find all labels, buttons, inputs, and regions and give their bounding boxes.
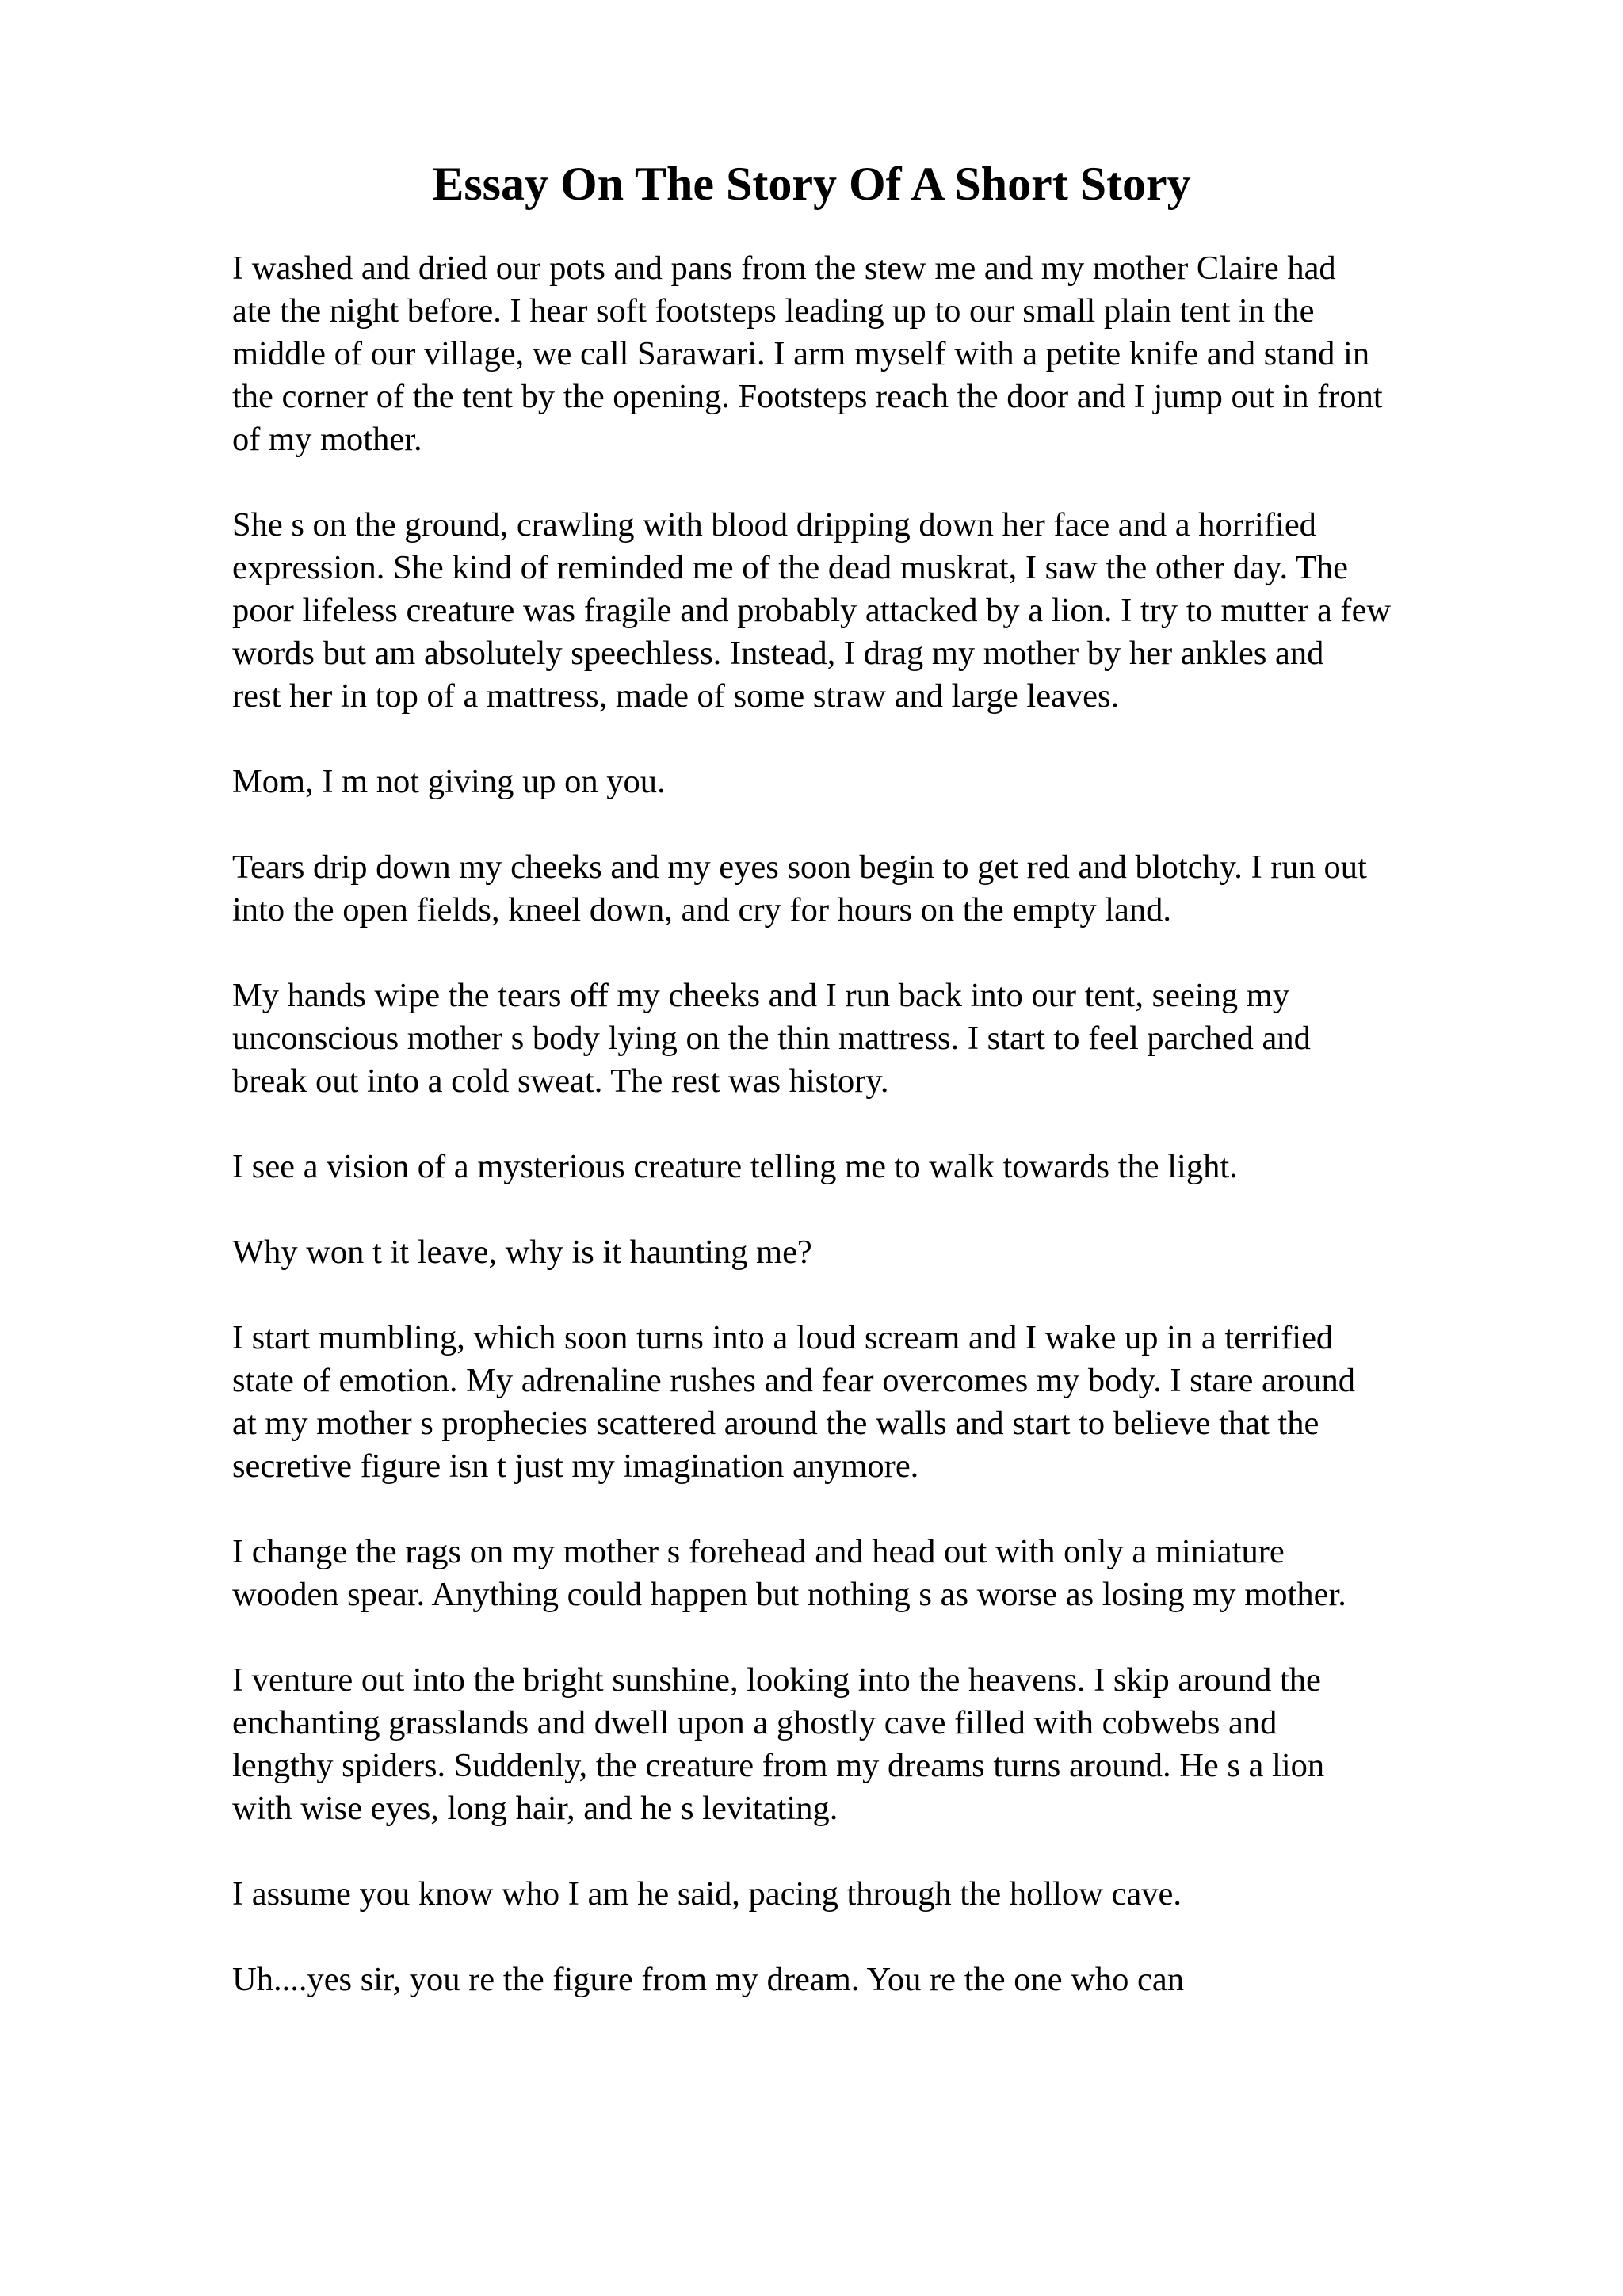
paragraph <box>232 504 1532 718</box>
paragraph-line: the corner of the tent by the opening. Footsteps reach the door and I jump out in front <box>232 378 1383 415</box>
paragraph-line: unconscious mother s body lying on the thin mattress. I start to feel parched and <box>232 1020 1311 1057</box>
paragraph-line: I change the rags on my mother s forehead and head out with only a miniature <box>232 1533 1285 1570</box>
paragraph-line: wooden spear. Anything could happen but nothing s as worse as losing my mother. <box>232 1576 1346 1613</box>
paragraph-line: enchanting grasslands and dwell upon a ghostly cave filled with cobwebs and <box>232 1704 1277 1741</box>
paragraph <box>232 1231 1532 1274</box>
paragraph <box>232 1146 1532 1188</box>
paragraph <box>232 1873 1532 1916</box>
paragraph-line: words but am absolutely speechless. Instead, I drag my mother by her ankles and <box>232 635 1324 672</box>
paragraph-line: Mom, I m not giving up on you. <box>232 763 666 800</box>
paragraph-line: poor lifeless creature was fragile and probably attacked by a lion. I try to mutter a few <box>232 592 1392 629</box>
paragraph-line: of my mother. <box>232 421 422 458</box>
paragraph-line: Tears drip down my cheeks and my eyes soon begin to get red and blotchy. I run out <box>232 849 1367 886</box>
paragraph-line: expression. She kind of reminded me of the dead muskrat, I saw the other day. The <box>232 549 1349 586</box>
paragraph <box>232 1531 1532 1616</box>
document-title: Essay On The Story Of A Short Story <box>432 158 1191 210</box>
paragraph <box>232 846 1532 932</box>
paragraph-line: I washed and dried our pots and pans from the stew me and my mother Claire had <box>232 250 1336 287</box>
paragraph-line: I start mumbling, which soon turns into a loud scream and I wake up in a terrified <box>232 1319 1334 1356</box>
paragraph-line: I see a vision of a mysterious creature telling me to walk towards the light. <box>232 1148 1238 1185</box>
paragraph-line: with wise eyes, long hair, and he s levitating. <box>232 1790 838 1827</box>
paragraph-line: ate the night before. I hear soft footsteps leading up to our small plain tent in the <box>232 292 1315 330</box>
paragraph-line: into the open fields, kneel down, and cry for hours on the empty land. <box>232 891 1171 929</box>
paragraph-line: Uh....yes sir, you re the figure from my dream. You re the one who can <box>232 1961 1184 1998</box>
paragraph-line: My hands wipe the tears off my cheeks and I run back into our tent, seeing my <box>232 977 1290 1014</box>
paragraph-line: at my mother s prophecies scattered around the walls and start to believe that the <box>232 1405 1319 1442</box>
paragraph-line: I assume you know who I am he said, pacing through the hollow cave. <box>232 1875 1182 1913</box>
paragraph-line: I venture out into the bright sunshine, looking into the heavens. I skip around the <box>232 1661 1321 1699</box>
paragraph <box>232 1659 1532 1830</box>
paragraph <box>232 974 1532 1103</box>
paragraph-line: She s on the ground, crawling with blood dripping down her face and a horrified <box>232 506 1316 543</box>
paragraph <box>232 247 1532 461</box>
paragraph <box>232 1317 1532 1488</box>
paragraph-line: middle of our village, we call Sarawari. I arm myself with a petite knife and stand in <box>232 335 1370 372</box>
paragraph <box>232 1958 1532 2001</box>
document-body <box>232 247 1532 2044</box>
paragraph <box>232 761 1532 803</box>
paragraph-line: lengthy spiders. Suddenly, the creature from my dreams turns around. He s a lion <box>232 1747 1325 1784</box>
paragraph-line: Why won t it leave, why is it haunting me? <box>232 1234 812 1271</box>
paragraph-line: break out into a cold sweat. The rest was history. <box>232 1062 889 1100</box>
paragraph-line: secretive figure isn t just my imagination anymore. <box>232 1447 919 1485</box>
paragraph-line: state of emotion. My adrenaline rushes and fear overcomes my body. I stare around <box>232 1362 1355 1399</box>
paragraph-line: rest her in top of a mattress, made of some straw and large leaves. <box>232 677 1120 715</box>
